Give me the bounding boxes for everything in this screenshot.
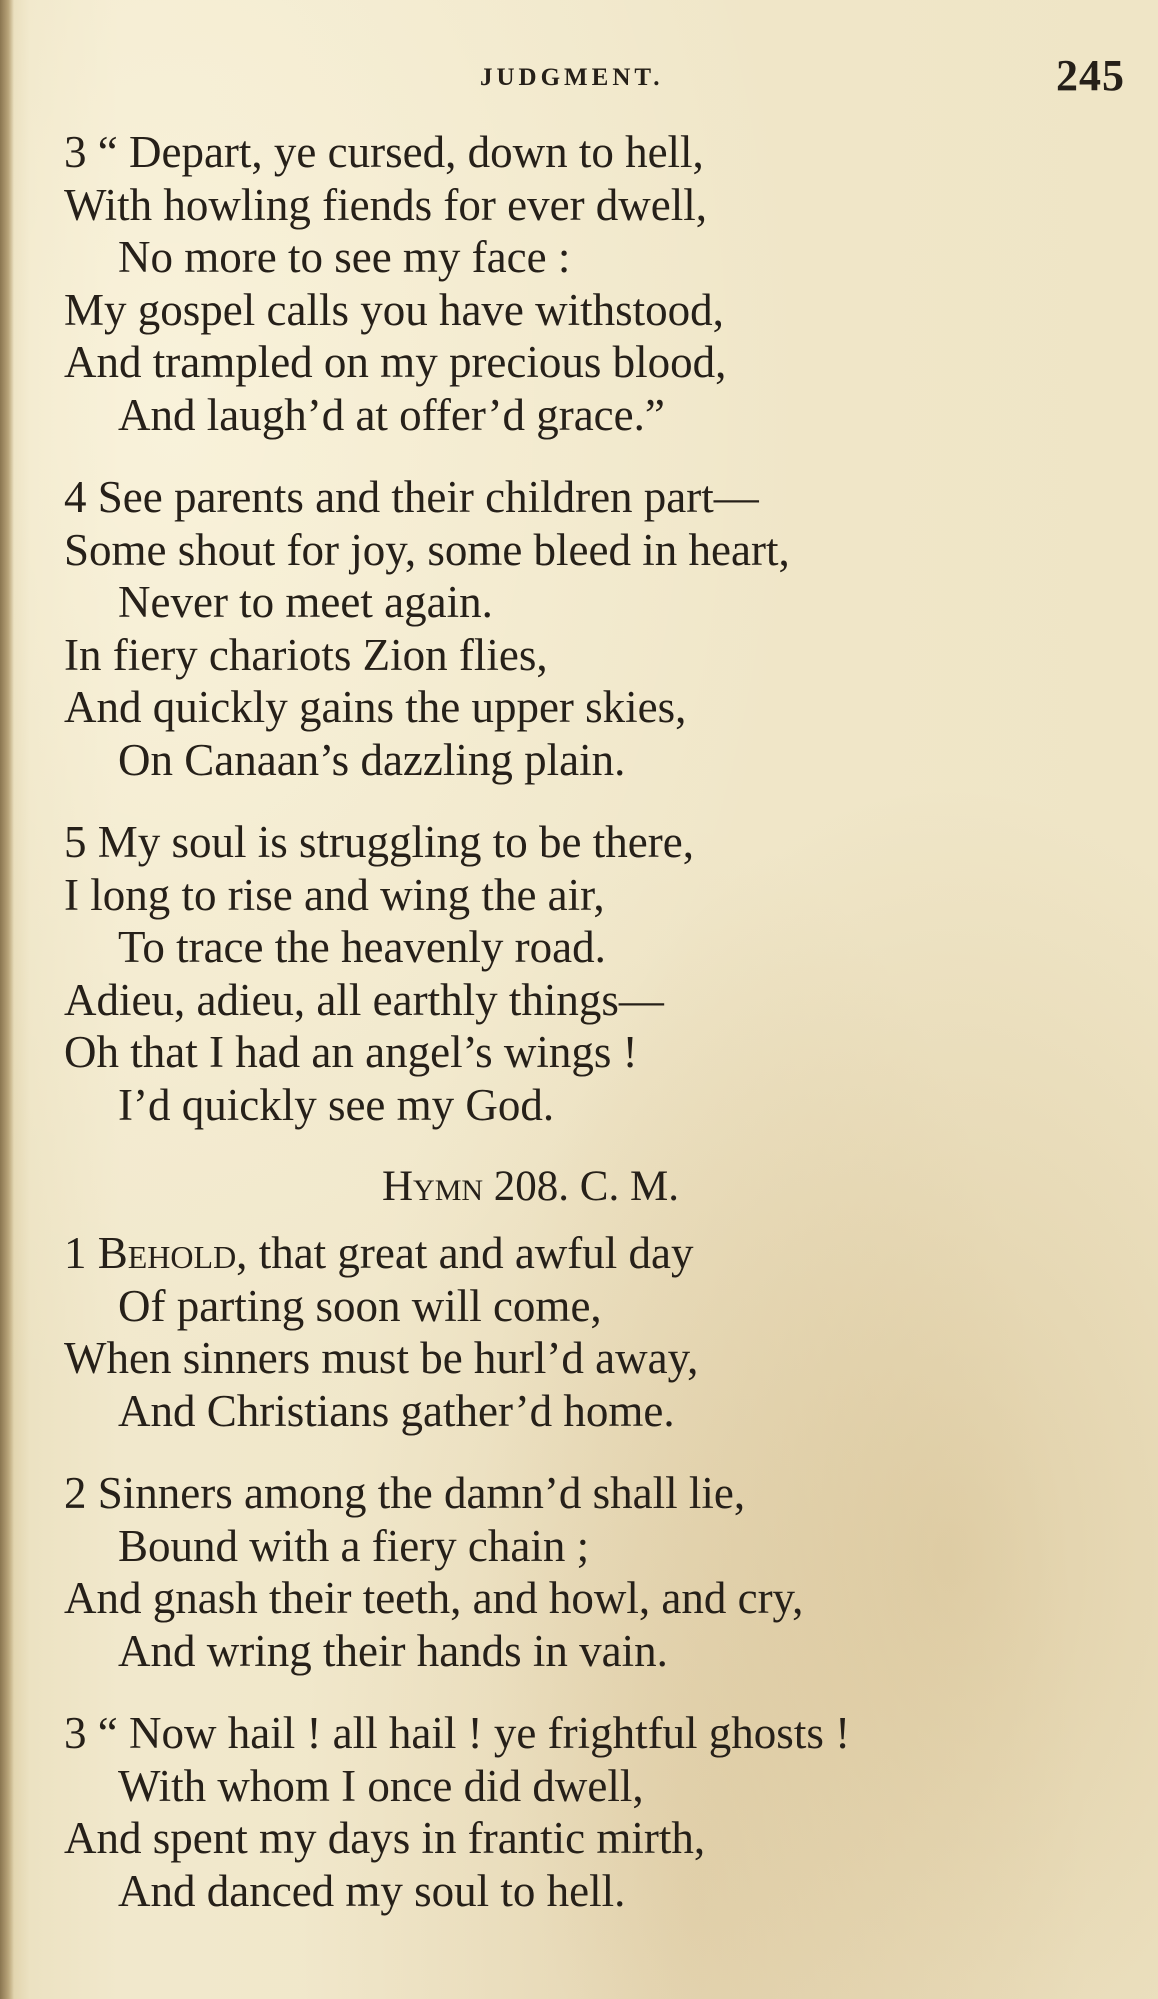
verse-line: And gnash their teeth, and howl, and cry, <box>64 1573 804 1623</box>
verse-line: Of parting soon will come, <box>118 1280 602 1331</box>
verse-line: Some shout for joy, some bleed in heart, <box>64 524 790 575</box>
verse-number: 1 <box>64 1228 87 1278</box>
verse-line: 2 Sinners among the damn’d shall lie, <box>64 1468 746 1518</box>
hymn-208-stanza-1 <box>64 1227 1104 1437</box>
stanza-3 <box>64 126 1104 441</box>
verse-line: Oh that I had an angel’s wings ! <box>64 1027 638 1077</box>
verse-line: Never to meet again. <box>118 577 493 627</box>
verse-line: I’d quickly see my God. <box>118 1079 555 1130</box>
verse-line: And danced my soul to hell. <box>118 1865 626 1916</box>
verse-line: And spent my days in frantic mirth, <box>64 1813 706 1863</box>
hymn-208-stanza-2 <box>64 1467 1104 1677</box>
verse-line: 4 See parents and their children part— <box>64 472 759 522</box>
page-number: 245 <box>1056 51 1125 100</box>
verse-line: To trace the heavenly road. <box>118 922 606 972</box>
verse-line: Adieu, adieu, all earthly things— <box>64 974 664 1025</box>
verse-line: And trampled on my precious blood, <box>64 337 727 387</box>
verse-line: With howling fiends for ever dwell, <box>64 179 708 230</box>
verse-line: With whom I once did dwell, <box>118 1760 644 1811</box>
verse-line: Bound with a fiery chain ; <box>118 1520 590 1571</box>
verse-line: And laugh’d at offer’d grace.” <box>118 389 665 440</box>
verse-line: In fiery chariots Zion flies, <box>64 629 548 680</box>
verse-line-first <box>64 1227 1104 1280</box>
opening-word: Behold, <box>97 1228 248 1278</box>
running-head <box>0 51 1158 100</box>
verse-line: And quickly gains the upper skies, <box>64 682 687 732</box>
running-head-title: JUDGMENT. <box>480 64 664 91</box>
verse-line-rest: that great and awful day <box>247 1228 694 1278</box>
hymn-208-stanza-3 <box>64 1707 1104 1917</box>
verse-line: 3 “ Depart, ye cursed, down to hell, <box>64 127 704 177</box>
verse-line: When sinners must be hurl’d away, <box>64 1333 699 1383</box>
stanza-5 <box>64 816 1104 1131</box>
verse-line: 3 “ Now hail ! all hail ! ye frightful ghosts ! <box>64 1708 851 1758</box>
stanza-4 <box>64 471 1104 786</box>
hymn-heading: Hymn 208. C. M. <box>382 1163 679 1210</box>
verse-line: 5 My soul is struggling to be there, <box>64 817 694 867</box>
verse-line: And wring their hands in vain. <box>118 1625 668 1676</box>
hymn-text <box>64 126 1104 1947</box>
verse-line: I long to rise and wing the air, <box>64 869 605 920</box>
verse-line: No more to see my face : <box>118 232 571 282</box>
page-binding-edge <box>0 0 14 1999</box>
verse-line: And Christians gather’d home. <box>118 1385 675 1436</box>
verse-line: On Canaan’s dazzling plain. <box>118 734 626 785</box>
verse-line: My gospel calls you have withstood, <box>64 284 724 335</box>
